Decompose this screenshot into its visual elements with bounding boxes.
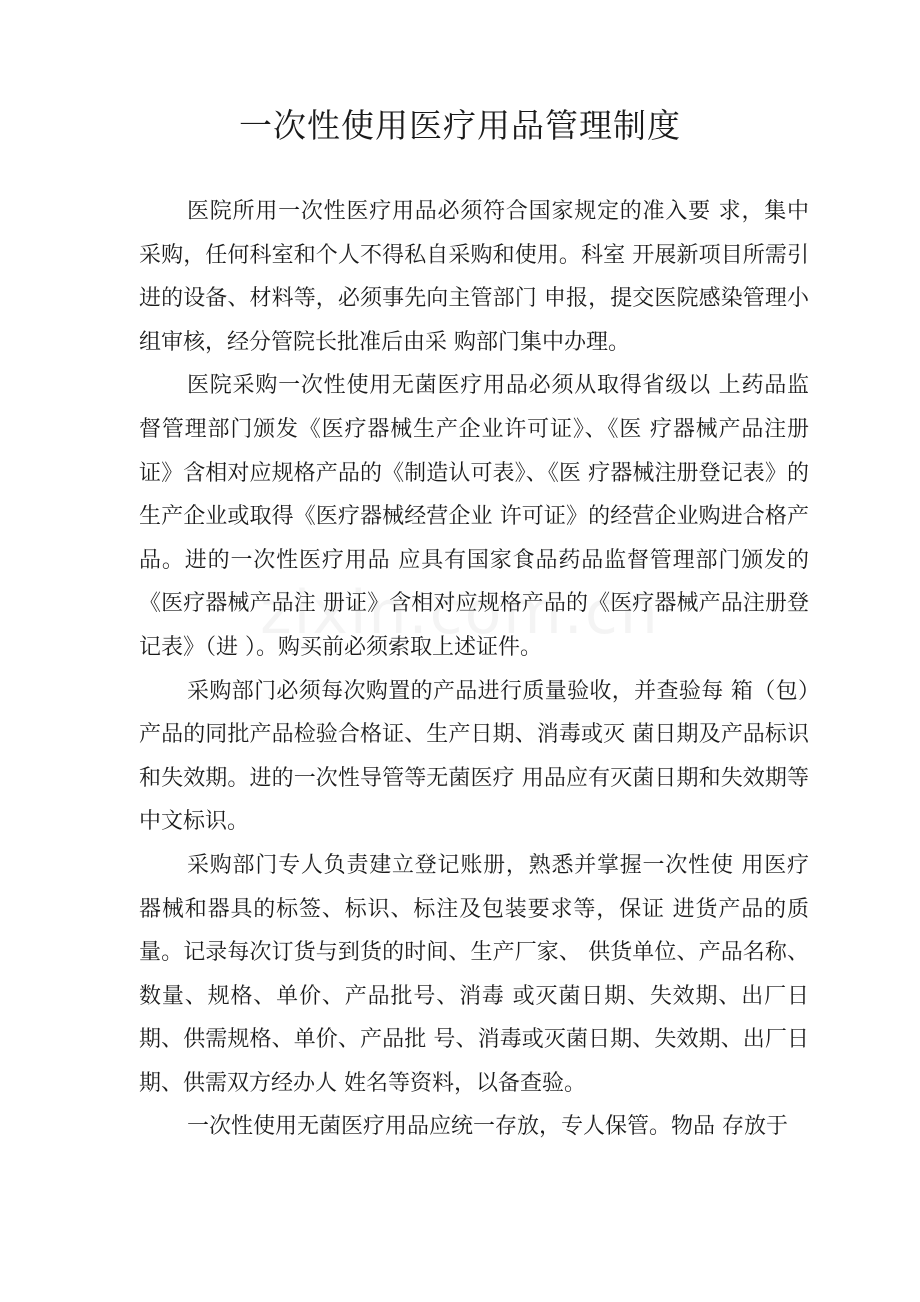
paragraph-storage: 一次性使用无菌医疗用品应统一存放，专人保管。物品 存放于 [187,1114,788,1140]
paragraph-procurement-admission: 医院所用一次性医疗用品必须符合国家规定的准入要 求，集中采购，任何科室和个人不得私自采购和使用。科室 开展新项目所需引进的设备、材料等，必须事先向主管部门 申报，提交医院感染管理小组审核，经分管院长批准后由采 购部门集中办理。 [139,199,809,355]
paragraph-quality-inspection: 采购部门必须每次购置的产品进行质量验收，并查验每 箱（包）产品的同批产品检验合格证、生产日期、消毒或灭 菌日期及产品标识和失效期。进的一次性导管等无菌医疗 用品应有灭菌日期和失效期等中文标识。 [139,678,809,835]
paragraph-supplier-qualification: 医院采购一次性使用无菌医疗用品必须从取得省级以 上药品监督管理部门颁发《医疗器械生产企业许可证》、《医 疗器械产品注册证》含相对应规格产品的《制造认可表》、《医 疗器械注册登记表》的生产企业或取得《医疗器械经营企业 许可证》的经营企业购进合格产品。进的一次性医疗用品 应具有国家食品药品监督管理部门颁发的《医疗器械产品注 册证》含相对应规格产品的《医疗器械产品注册登记表》（进 ）。购买前必须索取上述证件。 [139,373,809,660]
paragraph-registration-ledger: 采购部门专人负责建立登记账册，熟悉并掌握一次性使 用医疗器械和器具的标签、标识、标注及包装要求等，保证 进货产品的质量。记录每次订货与到货的时间、生产厂家、 供货单位、产品名称、数量、规格、单价、产品批号、消毒 或灭菌日期、失效期、出厂日期、供需规格、单价、产品批 号、消毒或灭菌日期、失效期、出厂日期、供需双方经办人 姓名等资料，以备查验。 [139,852,809,1096]
document-title: 一次性使用医疗用品管理制度 [239,106,681,145]
document-body [139,190,809,1149]
